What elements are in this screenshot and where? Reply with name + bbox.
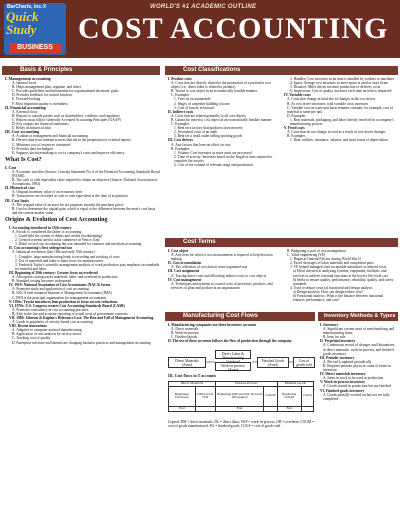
logo-brand: BarCharts, Inc.® xyxy=(7,4,47,10)
outline-line: A. Any item for which a cost measurement is required to help decision making xyxy=(171,253,273,262)
direct-labor-box: Direct Labor & Manufacturing xyxy=(215,350,251,359)
outline-line: C. IMA is the principal organization for management accountants xyxy=(12,295,107,300)
quickstudy-logo xyxy=(4,3,66,55)
outline-line: b) Seeks to ensure quality, performance, reliability, quality, and safety standards xyxy=(293,277,394,286)
outline-line: B. Requires periodic physical count of items in inventory xyxy=(323,363,391,373)
outline-line: A. Goods partially worked on but not yet fully completed xyxy=(323,392,390,401)
outline-line: 1. Guild-held the system of debits and credits (bookkeeping) xyxy=(15,234,103,239)
outline-line: C. Finished goods xyxy=(171,335,198,340)
section-cost-classifications: Cost Classifications xyxy=(165,66,398,75)
outline-line: A. The original value of an asset for tax purposes (usually the purchase price) xyxy=(12,202,124,207)
t-cell xyxy=(301,406,313,411)
section-basis-principles: Basis & Principles xyxy=(2,66,160,75)
section-manufacturing-cost-flows: Manufacturing Cost Flows xyxy=(165,312,315,321)
outline-line: A. The collection of cost data in some organized way xyxy=(171,265,248,270)
fin-heading: II. Financial accounting xyxy=(5,104,46,110)
outline-line: E. Forward-looking xyxy=(12,97,41,102)
outline-line: 3. Didn't record cost accounting but was intended for ventures and merchant accounting xyxy=(15,242,142,247)
outline-line: C. Provides guidelines and information for organizational decisions/ goals xyxy=(12,89,119,94)
logo-business: BUSINESS xyxy=(9,43,61,53)
logo-study: Study xyxy=(6,22,37,37)
t-accounts-heading: III. Cost flows in T accounts xyxy=(168,374,217,378)
basis-list xyxy=(5,203,160,215)
inventory-list xyxy=(320,323,398,515)
mgmt-heading: I. Management accounting xyxy=(5,77,51,81)
outline-line: A. Continuous record of changes and fluctuations in direct materials, work-in-process, and finished goods inventory xyxy=(323,343,395,356)
outline-line: 2. Created systems used to track commerce in Venice, Italy xyxy=(15,238,100,243)
classifications-left xyxy=(168,77,280,235)
finished-goods-box: Finished Goods (Asset) xyxy=(257,357,289,368)
t-cell: COGS xyxy=(301,386,313,406)
cost-list xyxy=(5,134,160,154)
outline-line: A. Industrial revolution (late 18th and early 19th century) xyxy=(12,250,95,255)
outline-line: D. Key outputs are financial statements xyxy=(12,122,69,127)
outline-line: B. Work-in-process xyxy=(171,331,199,336)
flow-arrows xyxy=(165,345,315,375)
section-cost-terms: Cost Terms xyxy=(165,238,398,247)
outline-line: B. Transactions are recorded at cash or cash equivalent at the time of acquisition xyxy=(12,194,128,199)
logo-title xyxy=(6,10,66,36)
outline-line: A. Leads to popularity of activity-based cost accounting xyxy=(12,320,93,325)
outline-line: I. Manufacturing companies use three inventory accounts xyxy=(168,323,257,327)
outline-line: II. Cost accumulation xyxy=(168,261,202,266)
outline-line: 1. Raw materials, packaging, and labor directly involved in a company's manufacturing process xyxy=(290,117,394,127)
cost-heading: III. Cost accounting xyxy=(5,129,40,135)
terms-left xyxy=(168,249,280,307)
t-cell: End xyxy=(169,406,196,411)
outline-line: B. Item for sale xyxy=(323,335,346,340)
outline-line: B. NACA later renamed Institute of Management Accountants (IMA) xyxy=(12,291,112,296)
mgmt-list xyxy=(5,81,160,106)
outline-line: A. Costs that do not change in total as a result of cost driver changes xyxy=(287,130,386,135)
page-title: COST ACCOUNTING xyxy=(78,12,389,45)
outline-line: A. Costs that change in total due to changes in the cost driver xyxy=(287,97,376,102)
outline-line: B. Budgeting is part of cost management xyxy=(287,249,346,253)
t-cell xyxy=(195,406,215,411)
outline-line: B. Reports to outside parties such as shareholders, creditors, and regulators xyxy=(12,113,120,118)
outline-line: IV. Cost management xyxy=(168,277,201,282)
outline-line: III. Periodic inventory xyxy=(320,355,355,360)
outline-line: IV. 1919: National Association of Cost Accountants (NACA) forms xyxy=(9,283,111,288)
outline-line: IV. Variable costs xyxy=(284,93,311,98)
outline-line: B. Application of cost analysis by service sector xyxy=(12,332,82,337)
outline-line: A. Goods started in production but not finished xyxy=(323,384,391,389)
outline-line: D. Examples xyxy=(287,113,306,118)
outline-line: 1. Began at General Electric during World War II xyxy=(290,257,361,262)
origins-heading: Origins & Evolution of Cost Accounting xyxy=(5,216,108,223)
outline-line: B. Derives data from internal sources that aid in the preparation of external reports xyxy=(12,138,131,143)
outline-line: B. Used to determine the capital gain, which is equal to the difference between the asset's cost basis and the current market value xyxy=(12,206,156,215)
outline-line: B. The cash or cash equivalent value required to obtain an objective (Source: National Association of Accountants, 1983) xyxy=(12,178,158,187)
what-cost-subheading: I. Cost xyxy=(5,164,17,170)
outline-line: A. Direct materials xyxy=(171,327,199,332)
t-cell: COGM xyxy=(264,386,277,406)
t-cell: Beginning COGM xyxy=(277,386,301,406)
outline-line: A. Costs that are directly related to the production of a particular cost object (i.e., direct labor is related to product) xyxy=(171,81,271,90)
outline-line: A. Costs that are related generally to all cost objects xyxy=(171,113,246,118)
outline-line: B. Cannot be traced to cost object in an economically feasible manner xyxy=(171,117,272,122)
outline-line: B. Examples xyxy=(287,134,306,139)
outline-line: A. Promotes study and application of cost accounting xyxy=(12,287,89,292)
outline-line: 4. Used to reduce costs (a) functional and design analysis xyxy=(290,285,373,290)
outline-line: C. Reports must follow Generally Accepted Accounting Principles (GAAP) xyxy=(12,117,121,122)
t-head-dm: Direct Materials xyxy=(169,382,216,387)
outline-line: I. Cost object xyxy=(168,249,189,253)
t-cell xyxy=(264,406,277,411)
outline-line: 1. Complex, large manufacturing leads to recording and tracking of costs xyxy=(15,254,120,259)
outline-line: C. Examples xyxy=(171,93,190,98)
outline-line: 3. Cost of lawyer in lawsuit xyxy=(174,105,214,110)
outline-line: 1. Volume: Cost increases as more units are processed xyxy=(174,150,252,155)
flow-legend: Legend: DM = direct materials, DL = direct labor, WIP = work-in-process, OH = overhead, COGM = cost of goods manufactured, FG = finished goods, COGS = cost of goods sold xyxy=(168,420,314,429)
fin-list xyxy=(5,110,160,130)
outline-line: B. Helps management plan, organize, and direct xyxy=(12,85,82,90)
header-banner xyxy=(0,0,400,58)
outline-line: B. Traced to cost object in an economically feasible manner xyxy=(171,89,258,94)
t-cell: Beginning Purchases xyxy=(169,386,196,406)
outline-line: B. As cost driver increases, total variable costs increases xyxy=(287,101,369,106)
outline-line: II. Perpetual inventory xyxy=(320,339,356,344)
t-head-wip: Work-in-Process xyxy=(215,382,277,387)
outline-line: III. Cost drivers xyxy=(168,138,193,143)
outline-line: 5. Distance: Miles driven increase production or delivery costs xyxy=(290,85,381,90)
outline-line: 3. VE helped managers find acceptable substitutes at reduced costs xyxy=(290,265,387,270)
outline-line: 1. Rent on a factory that produces lawn mowers xyxy=(174,126,243,131)
outline-line: A. A subset of management and financial accounting xyxy=(12,134,88,139)
hist-heading: II. Historical cost xyxy=(5,185,35,191)
tagline: WORLD'S #1 ACADEMIC OUTLINE xyxy=(150,4,257,10)
outline-line: C. Tracking cost of quality xyxy=(12,336,51,341)
outline-line: I. Accounting introduced in 15th century xyxy=(9,225,72,230)
outline-line: C. Examples xyxy=(171,122,190,127)
outline-line: D. Enterprise software and Internet are changing business practices and management accounting xyxy=(12,340,151,345)
outline-line: a) Design analysis: How can design reduce cost? xyxy=(293,289,364,294)
outline-line: 2. Secretarial costs of an audit xyxy=(174,130,218,135)
what-list xyxy=(5,170,160,186)
outline-line: 3. Handles: Cost increases as an item is handled by workers or machines xyxy=(290,77,395,81)
outline-line: 2. Time of activity: Increases based on the length of time required to complete the activity xyxy=(174,154,273,163)
outline-line: II. Indirect costs xyxy=(168,109,194,114)
outline-line: I. Product costs xyxy=(168,77,192,81)
outline-line: D. Provides data for budgets xyxy=(12,146,54,151)
outline-line: A. Any factors that have an effect on cost xyxy=(171,142,231,147)
outline-line: 2. Use of materials and labor is main focus for manufacturers xyxy=(15,258,104,263)
origins-list xyxy=(5,226,160,345)
t-cell: End xyxy=(277,406,301,411)
outline-line: 2. Faced shortages of labor materials and component parts xyxy=(290,261,374,266)
outline-line: A. Tracing direct costs and allocating indirect costs to cost objects xyxy=(171,273,267,278)
direct-materials-box: Direct Materials (Asset) xyxy=(168,357,206,368)
outline-line: 1. Rent, utilities, insurance, salaries, and most forms of depreciation xyxy=(290,138,388,143)
outline-line: II. Cost accounting's first widespread use xyxy=(9,246,73,251)
outline-line: C. Value engineering (VE) xyxy=(287,253,326,258)
outline-line: D. Provides feedback for control function xyxy=(12,93,72,98)
section-inventory: Inventory Methods & Types xyxy=(318,312,398,321)
outline-line: 2. Wages of carpenter building a house xyxy=(174,101,230,106)
outline-line: VI. 1970s: U.S. Congress creates Cost Accounting Standards Board (CASB) xyxy=(9,303,125,308)
outline-line: C. Variable cost on a per-unit basis remains constant; for example, cost of material is same per unit xyxy=(287,105,393,114)
outline-line: F. Most important quality is usefulness xyxy=(12,101,68,106)
basis-heading: III. Cost basis xyxy=(5,197,29,203)
outline-line: 3. Rent for a retail outlet selling sporting goods xyxy=(174,134,242,139)
terms-right xyxy=(284,249,396,307)
outline-line: 4. Space: Storage cost increases as more space is used to store items xyxy=(290,81,388,86)
t-cell: DM used in WIP xyxy=(195,386,215,406)
outline-line: V. Fixed costs xyxy=(284,126,305,131)
outline-line: 3. Cost of the volume of relevant range and production xyxy=(174,162,253,167)
outline-line: B. Aids in the fair and accurate reporting of actual costs of government contracts xyxy=(12,311,128,316)
outline-line: C. Measures cost of resources consumed xyxy=(12,142,71,147)
classifications-right xyxy=(284,77,396,235)
outline-line: 3. Frederick Taylor's scientific management analysis of work production puts emphasis on standards for material and labor xyxy=(15,262,160,271)
outline-line: VI. Finished goods inventory xyxy=(320,388,365,393)
outline-line: A. Original monetary value of an economic item xyxy=(12,190,82,195)
outline-line: 6. Inspections: Cost of quality increases each time an item is inspected xyxy=(290,89,392,94)
outline-line: V. 1950s: Toyota introduces lean production to focus on cost reductions xyxy=(9,299,118,304)
outline-line: B. Standard costing becomes widespread xyxy=(12,279,71,284)
outline-line: A. Promotes consistency in cost accounting practices xyxy=(12,307,89,312)
outline-line: VIII. Recent innovations xyxy=(9,324,47,329)
outline-line: A. Record is updated periodically xyxy=(323,359,372,364)
wip-box: Work-in-process (Asset) xyxy=(215,362,251,371)
outline-line: 1. Tires on an automobile xyxy=(174,97,211,102)
t-cell: Beginning DM used DL Incurred OH applied xyxy=(215,386,263,406)
outline-line: a) Effort directed at analyzing systems, equipment, facilities, and services to achieve essential functions at the lowest life-cycle cost xyxy=(293,269,388,278)
what-is-cost-heading: What Is Cost? xyxy=(5,156,42,163)
outline-line: I. Inventory xyxy=(320,323,339,327)
outline-line: A. External focus xyxy=(12,109,38,114)
outline-line: E. Relies on historical data xyxy=(12,126,51,131)
outline-line: A. Absorption costing tracks materials, labor, and overhead in production xyxy=(12,275,118,280)
outline-line: A. Techniques and systems to control costs of processes, products, and services; to plan and produce at an organization xyxy=(171,281,273,290)
t-accounts-table xyxy=(168,381,314,412)
outline-line: b) Functional analysis: What is the balance between functional features, performance, and cost? xyxy=(293,294,384,303)
outline-line: B. Examples xyxy=(171,146,190,151)
outline-line: E. Supports decision making to cost a company's costs and improve efficiency xyxy=(12,150,125,155)
outline-line: V. Work-in-process inventory xyxy=(320,380,366,385)
outline-line: A. Pacioli is considered the father of accounting xyxy=(12,230,82,234)
outline-line: IV. Direct materials inventory xyxy=(320,372,366,377)
outline-line: A. Significant current asset of merchandising and manufacturing firms xyxy=(323,327,395,336)
t-cell: End xyxy=(215,406,263,411)
outline-line: II. The use of these accounts follows the flow of production through the company xyxy=(168,339,292,344)
outline-line: A. Items in stock to be used in production xyxy=(323,376,384,381)
basis-principles-column xyxy=(5,77,160,515)
t-head-fg: Finished Goods xyxy=(277,382,313,387)
outline-line: A. Adaptive to computer-assisted manufacturing xyxy=(12,328,82,333)
outline-line: A. Internal focus xyxy=(12,81,37,86)
logo-quick: Quick xyxy=(6,9,39,24)
outline-line: A. Economic sacrifice (Source: Concept Statement No. 6 of the Financial Accounting Standards Board [FASB]) xyxy=(12,169,160,178)
outline-line: III. Cost assignment xyxy=(168,269,200,274)
outline-line: III. Beginning of 20th century: Greater focus on overhead xyxy=(9,270,98,275)
cogs-box: Cost of goods sold xyxy=(293,357,315,368)
outline-line: VII. 1980: Johnson & Kaplan's Relevance Lost: The Rise and Fall of Management Accounting xyxy=(9,315,154,320)
